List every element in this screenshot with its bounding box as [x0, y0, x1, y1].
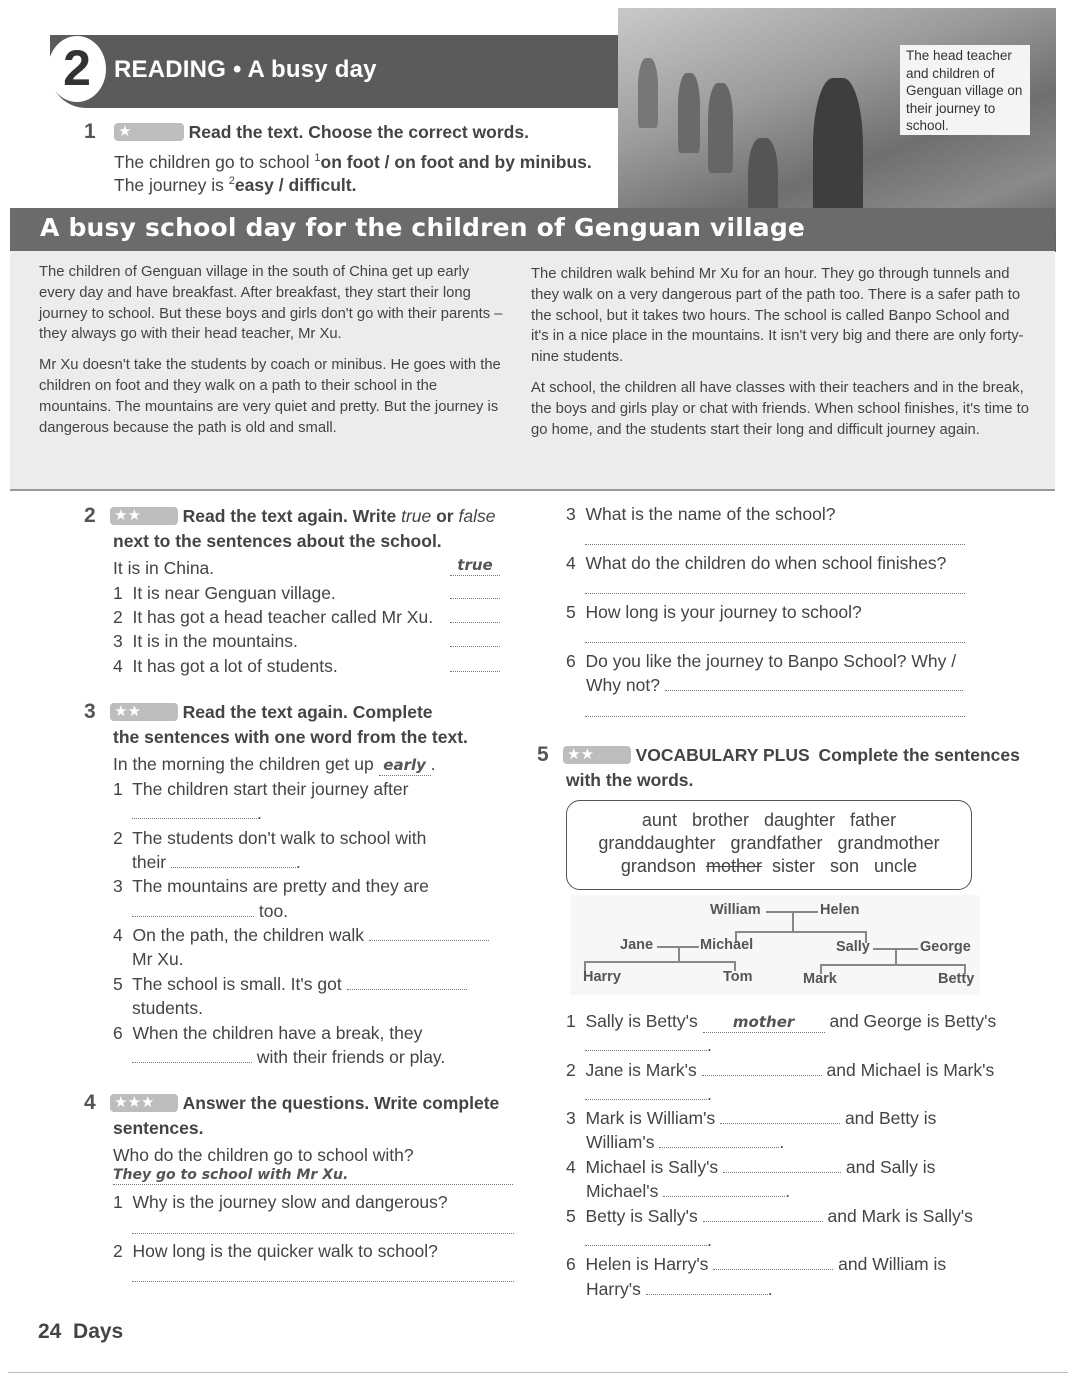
sentence-cont: .	[585, 1230, 712, 1251]
sentence: 5 Betty is Sally's and Mark is Sally's	[566, 1206, 973, 1226]
sentence: 1 The children start their journey after	[113, 779, 409, 799]
answer-field[interactable]	[585, 529, 965, 545]
reading-title: A busy school day for the children of Genguan village	[10, 208, 1055, 251]
sentence: 4 Michael is Sally's and Sally is	[566, 1157, 936, 1177]
sentence-cont: .	[585, 1035, 712, 1056]
example-question: Who do the children go to school with?	[113, 1145, 414, 1165]
reading-text-panel	[10, 251, 1055, 491]
sentence: 2 Jane is Mark's and Michael is Mark's	[566, 1060, 995, 1080]
sentence-cont: Harry's .	[586, 1279, 773, 1299]
answer-field[interactable]	[450, 631, 500, 647]
question: 2 How long is the quicker walk to school?	[113, 1241, 438, 1261]
star-rating-icon: ★	[114, 123, 184, 141]
answer-field[interactable]	[723, 1157, 841, 1173]
exercise-1-line-2: The journey is $^2$easy / difficult.	[114, 175, 357, 195]
answer-field[interactable]	[585, 701, 965, 717]
star-rating-icon: ★★	[110, 507, 178, 525]
exercise-1-line-1: The children go to school $^1$on foot / on foot and by minibus.	[114, 152, 592, 172]
exercise-4-header: 4 ★★★ Answer the questions. Write complete	[84, 1091, 500, 1114]
sentence-cont: Michael's .	[586, 1181, 791, 1201]
sentence: 3 The mountains are pretty and they are	[113, 876, 429, 896]
tree-person: Sally	[836, 939, 870, 955]
word-bank: aunt brother daughter father granddaughter grandfather grandmother grandson mother sister son uncle	[566, 800, 972, 890]
answer-field[interactable]	[132, 1266, 514, 1282]
question: 4 What do the children do when school finishes?	[566, 553, 947, 573]
answer-field[interactable]	[585, 1035, 707, 1051]
tree-person: Mark	[803, 971, 837, 987]
tree-person: Jane	[620, 937, 654, 953]
answer-field[interactable]	[369, 925, 489, 941]
question: 5 How long is your journey to school?	[566, 602, 862, 622]
exercise-2-header: 2 ★★ Read the text again. Write true or false	[84, 504, 496, 527]
answer-field[interactable]	[132, 901, 254, 917]
question: 3 What is the name of the school?	[566, 504, 836, 524]
tree-person: William	[710, 902, 761, 918]
exercise-5-header: 5 ★★ VOCABULARY PLUS Complete the sentences	[537, 743, 1020, 766]
answer-field[interactable]	[713, 1254, 833, 1270]
answer-field[interactable]	[450, 607, 500, 623]
paragraph: The children of Genguan village in the south of China get up early every day and have breakfast. After breakfast, they start their long journey to school. But these boys and girls don't go with their parents – they always go with their head teacher, Mr Xu.	[39, 264, 503, 343]
sentence-cont: too.	[132, 901, 288, 922]
tree-person: Helen	[820, 902, 860, 918]
answer-field[interactable]	[585, 1230, 707, 1246]
section-name: Days	[73, 1320, 124, 1343]
sentence-cont: .	[132, 803, 262, 824]
answer-field[interactable]	[450, 656, 500, 672]
tree-person: Betty	[938, 971, 975, 987]
instruction: next to the sentences about the school.	[113, 531, 442, 551]
exercise-3-header: 3 ★★ Read the text again. Complete	[84, 700, 433, 723]
sentence: 2 The students don't walk to school with	[113, 828, 427, 848]
question: 6 Do you like the journey to Banpo School? Why /	[566, 651, 957, 671]
instruction: Read the text. Choose the correct words.	[188, 122, 529, 142]
instruction: the sentences with one word from the text.	[113, 727, 468, 747]
instruction: sentences.	[113, 1118, 204, 1138]
answer-field[interactable]	[663, 1181, 785, 1197]
answer-field[interactable]	[646, 1279, 768, 1295]
answer-field[interactable]	[720, 1108, 840, 1124]
sentence: 2 It has got a head teacher called Mr Xu.	[113, 607, 434, 627]
instruction: with the words.	[566, 770, 694, 790]
answer-field[interactable]	[132, 1218, 514, 1234]
answer-field[interactable]	[171, 852, 296, 868]
answer-field[interactable]	[703, 1206, 823, 1222]
tree-person: Tom	[723, 969, 753, 985]
answer-field[interactable]	[659, 1132, 779, 1148]
answer-field[interactable]	[347, 974, 467, 990]
answer-field[interactable]	[585, 1084, 707, 1100]
sentence-cont: .	[585, 1084, 712, 1105]
answer-field[interactable]: They go to school with Mr Xu.	[113, 1166, 513, 1185]
page-footer	[38, 1320, 123, 1344]
answer-field[interactable]	[665, 675, 963, 691]
exercise-number: 1	[84, 120, 96, 143]
star-rating-icon: ★★	[563, 746, 631, 764]
sentence-cont: Mr Xu.	[132, 949, 184, 969]
tree-person: Harry	[583, 969, 621, 985]
star-rating-icon: ★★	[110, 703, 178, 721]
sentence: 5 The school is small. It's got	[113, 974, 467, 995]
sentence-cont: their .	[132, 852, 301, 872]
sentence-cont: students.	[132, 998, 204, 1018]
tree-person: Michael	[700, 937, 754, 953]
answer-field[interactable]	[585, 627, 965, 643]
paragraph: At school, the children all have classes with their teachers and in the break, the boys and girls play or chat with friends. When school finishes, it's time to go home, and the students start their long and difficult journey again.	[531, 379, 1029, 438]
unit-number-badge: 2	[48, 36, 106, 102]
star-rating-icon: ★★★	[110, 1094, 178, 1112]
sentence: 1 Sally is Betty's mother and George is Betty's	[566, 1011, 997, 1031]
answer-field[interactable]	[132, 1047, 252, 1063]
sentence: 6 When the children have a break, they	[113, 1023, 423, 1043]
exercise-1-header	[84, 120, 529, 144]
sentence: 3 It is in the mountains.	[113, 631, 298, 651]
answer-field[interactable]	[132, 803, 257, 819]
paragraph: The children walk behind Mr Xu for an hour. They go through tunnels and they walk on a very dangerous part of the path too. There is a safer path to the school, but it takes two hours. The school is called Banpo School and it's in a nice place in the mountains. It isn't very big and there are only forty-nine students.	[531, 266, 1024, 366]
sentence: 1 It is near Genguan village.	[113, 583, 336, 603]
example-sentence: In the morning the children get up early .	[113, 754, 436, 774]
family-tree	[570, 895, 980, 995]
paragraph: Mr Xu doesn't take the students by coach or minibus. He goes with the children on foot and they walk on a path to their school in the mountains. The mountains are very quiet and pretty. But the journey is dangerous because the path is old and small.	[39, 357, 501, 436]
answer-field[interactable]	[702, 1060, 822, 1076]
sentence-cont: with their friends or play.	[132, 1047, 445, 1068]
answer-field[interactable]	[585, 578, 965, 594]
tree-person: George	[920, 939, 971, 955]
sentence: 3 Mark is William's and Betty is	[566, 1108, 937, 1128]
answer-field[interactable]: true	[450, 556, 500, 576]
photo-caption: The head teacher and children of Genguan village on their journey to school.	[900, 45, 1030, 135]
sentence-cont: William's .	[586, 1132, 785, 1152]
page-title: READING • A busy day	[114, 56, 377, 83]
answer-field[interactable]: mother	[703, 1011, 825, 1033]
example-sentence: It is in China.	[113, 558, 215, 578]
page-edge	[8, 1372, 1068, 1373]
question: 1 Why is the journey slow and dangerous?	[113, 1192, 448, 1212]
sentence: 6 Helen is Harry's and William is	[566, 1254, 947, 1274]
page-number: 24	[38, 1320, 62, 1343]
sentence: 4 On the path, the children walk	[113, 925, 489, 946]
sentence: 4 It has got a lot of students.	[113, 656, 338, 676]
answer-field[interactable]	[450, 583, 500, 599]
question-cont: Why not?	[586, 675, 963, 696]
